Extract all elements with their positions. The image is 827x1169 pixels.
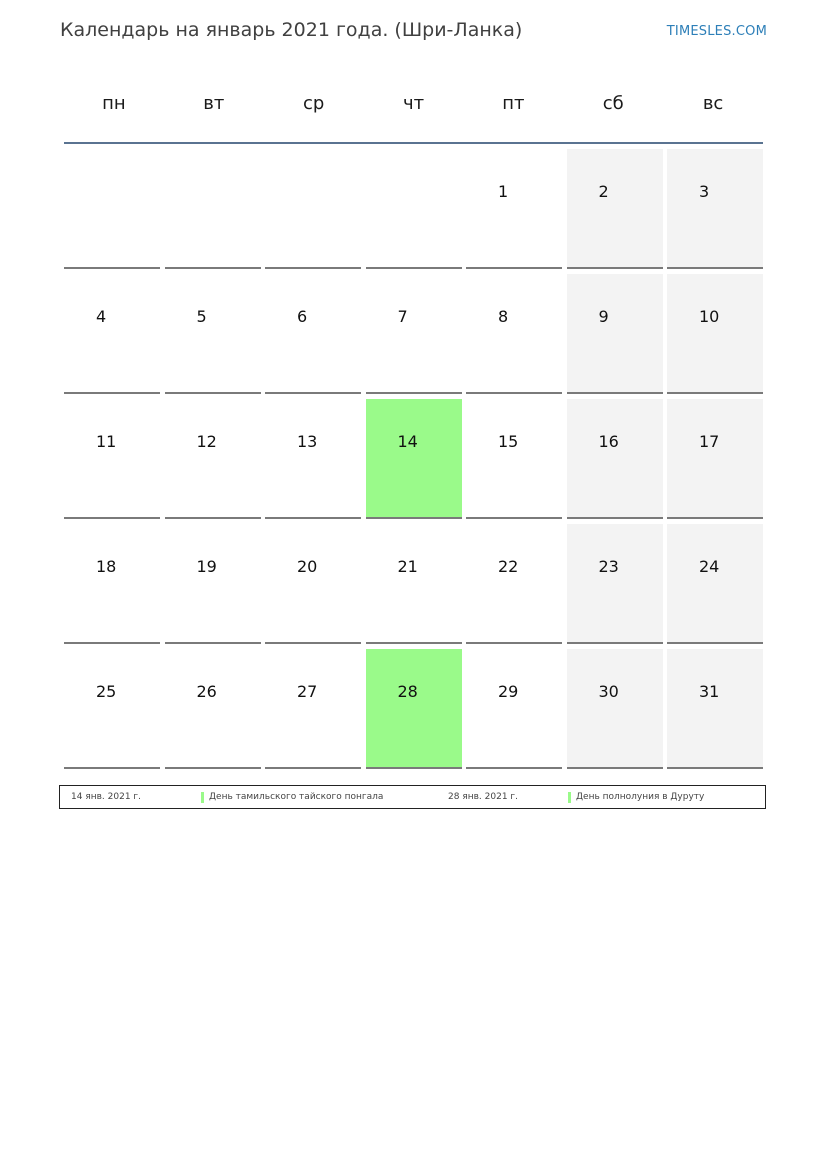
day-cell[interactable] <box>265 524 361 644</box>
day-number: 1 <box>498 182 509 201</box>
week-row <box>64 149 763 269</box>
day-cell-empty <box>265 149 361 269</box>
day-number: 30 <box>598 682 619 701</box>
day-cell-weekend[interactable] <box>567 274 663 394</box>
day-cell-weekend[interactable] <box>667 149 763 269</box>
weekday-tue: вт <box>203 93 225 114</box>
day-number: 13 <box>297 432 318 451</box>
legend-date: 28 янв. 2021 г. <box>448 792 518 802</box>
day-number: 19 <box>196 557 217 576</box>
weekday-fri: пт <box>502 93 525 114</box>
day-number: 4 <box>96 307 107 326</box>
day-cell-empty <box>64 149 160 269</box>
day-cell[interactable] <box>466 524 562 644</box>
day-number: 20 <box>297 557 318 576</box>
day-cell-empty <box>165 149 261 269</box>
day-number: 28 <box>397 682 418 701</box>
page-title: Календарь на январь 2021 года. (Шри-Ланка) <box>60 19 523 41</box>
legend-holiday-name: День полнолуния в Дуруту <box>576 792 705 802</box>
day-cell-weekend[interactable] <box>667 274 763 394</box>
day-number: 16 <box>598 432 619 451</box>
day-number: 31 <box>699 682 720 701</box>
day-cell[interactable] <box>165 649 261 769</box>
day-cell-holiday[interactable] <box>366 649 462 769</box>
weekday-mon: пн <box>102 93 126 114</box>
day-cell-weekend[interactable] <box>567 524 663 644</box>
day-number: 5 <box>196 307 207 326</box>
weekday-sat: сб <box>602 93 624 114</box>
legend-date: 14 янв. 2021 г. <box>71 792 141 802</box>
legend-holiday-name: День тамильского тайского понгала <box>209 792 384 802</box>
day-cell-weekend[interactable] <box>567 399 663 519</box>
week-row <box>64 274 763 394</box>
day-number: 24 <box>699 557 720 576</box>
day-number: 10 <box>699 307 720 326</box>
day-number: 21 <box>397 557 418 576</box>
day-cell-weekend[interactable] <box>567 649 663 769</box>
weekday-header <box>64 82 763 126</box>
day-number: 26 <box>196 682 217 701</box>
day-cell[interactable] <box>466 399 562 519</box>
day-cell[interactable] <box>165 399 261 519</box>
day-number: 6 <box>297 307 308 326</box>
day-number: 29 <box>498 682 519 701</box>
day-cell[interactable] <box>265 649 361 769</box>
day-number: 8 <box>498 307 509 326</box>
day-number: 3 <box>699 182 710 201</box>
day-cell[interactable] <box>165 274 261 394</box>
day-cell[interactable] <box>64 399 160 519</box>
weekday-sun: вс <box>702 93 724 114</box>
day-cell[interactable] <box>366 524 462 644</box>
day-number: 2 <box>598 182 609 201</box>
brand-link[interactable]: TIMESLES.COM <box>666 24 767 39</box>
day-cell[interactable] <box>265 399 361 519</box>
day-number: 14 <box>397 432 418 451</box>
calendar-grid <box>64 149 763 774</box>
week-row <box>64 649 763 769</box>
day-cell[interactable] <box>64 524 160 644</box>
day-cell-empty <box>366 149 462 269</box>
day-number: 12 <box>196 432 217 451</box>
weekday-thu: чт <box>402 93 425 114</box>
day-cell[interactable] <box>165 524 261 644</box>
day-number: 7 <box>397 307 408 326</box>
legend-swatch <box>201 792 204 803</box>
day-cell-weekend[interactable] <box>567 149 663 269</box>
day-cell[interactable] <box>466 149 562 269</box>
day-cell[interactable] <box>466 649 562 769</box>
day-number: 27 <box>297 682 318 701</box>
day-cell-weekend[interactable] <box>667 524 763 644</box>
day-number: 9 <box>598 307 609 326</box>
day-number: 15 <box>498 432 519 451</box>
day-number: 22 <box>498 557 519 576</box>
holiday-legend <box>59 785 766 809</box>
week-row <box>64 399 763 519</box>
day-number: 23 <box>598 557 619 576</box>
header-divider <box>64 142 763 144</box>
day-cell[interactable] <box>64 274 160 394</box>
day-cell[interactable] <box>64 649 160 769</box>
day-number: 25 <box>96 682 117 701</box>
day-cell-holiday[interactable] <box>366 399 462 519</box>
day-number: 11 <box>96 432 117 451</box>
day-cell-weekend[interactable] <box>667 649 763 769</box>
weekday-wed: ср <box>302 93 325 114</box>
day-cell[interactable] <box>466 274 562 394</box>
day-cell[interactable] <box>265 274 361 394</box>
day-number: 17 <box>699 432 720 451</box>
day-cell[interactable] <box>366 274 462 394</box>
day-cell-weekend[interactable] <box>667 399 763 519</box>
week-row <box>64 524 763 644</box>
legend-swatch <box>568 792 571 803</box>
day-number: 18 <box>96 557 117 576</box>
